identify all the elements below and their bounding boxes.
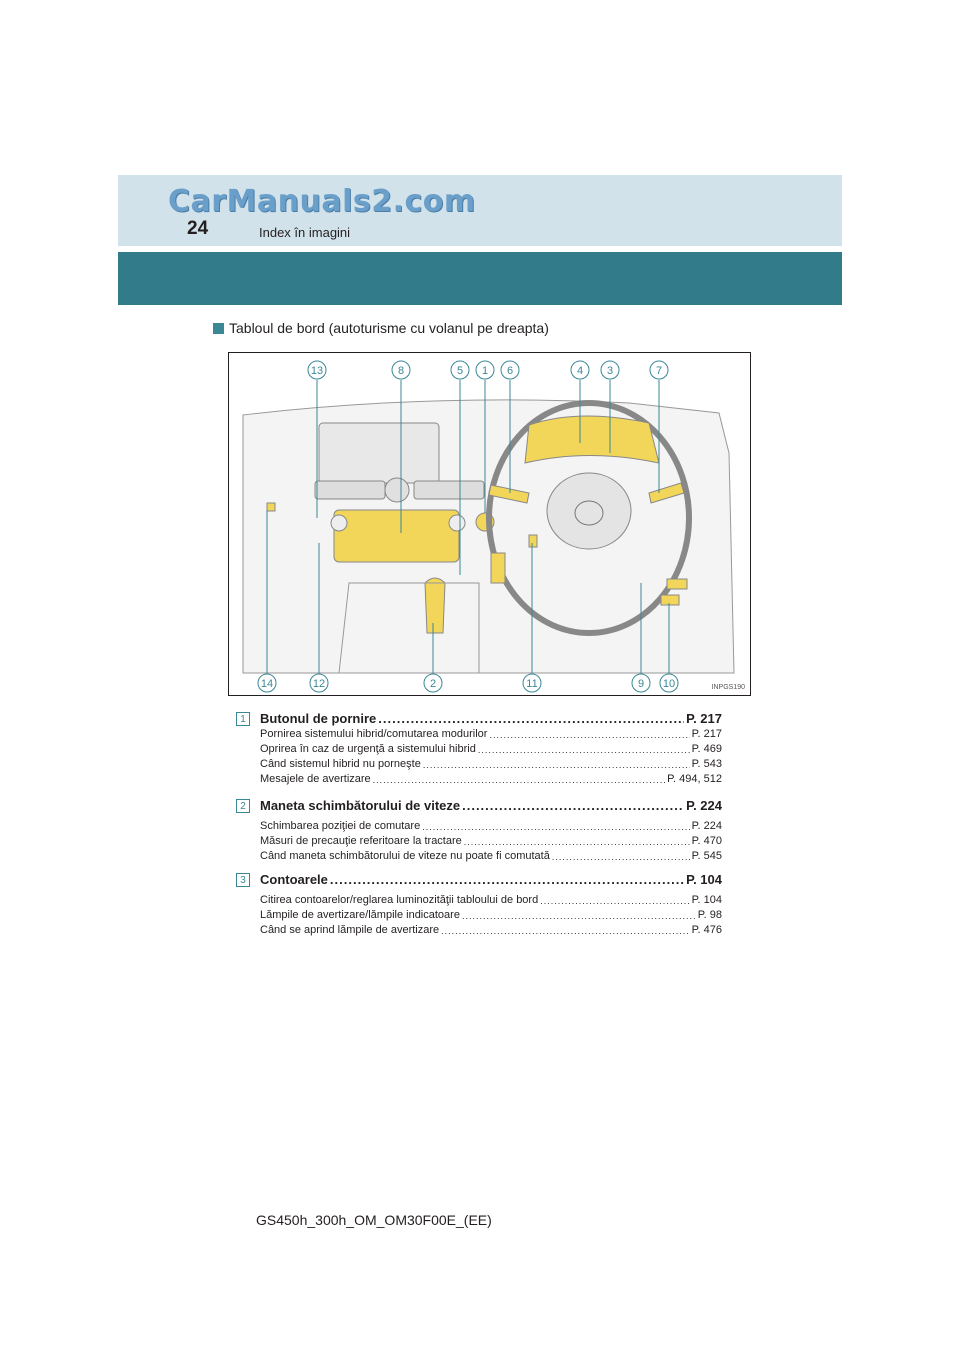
figure-code: INPGS190 xyxy=(711,684,745,691)
sub-text: Oprirea în caz de urgenţă a sistemului hibrid xyxy=(260,743,476,755)
subheading-text: Tabloul de bord (autoturisme cu volanul pe dreapta) xyxy=(229,320,549,336)
entry-main-line[interactable] xyxy=(260,711,722,726)
entry-sub-line[interactable] xyxy=(260,835,722,849)
entry-sub-line[interactable] xyxy=(260,728,722,742)
callout-1: 1 xyxy=(481,365,489,377)
callout-11: 11 xyxy=(526,678,538,690)
entry-title: Maneta schimbătorului de viteze xyxy=(260,798,461,813)
entry-main-line[interactable] xyxy=(260,798,722,813)
dot-leader xyxy=(552,850,690,864)
dashboard-drawing xyxy=(229,353,752,697)
teal-band xyxy=(118,252,842,305)
callout-10: 10 xyxy=(662,678,676,690)
page-number: 24 xyxy=(187,218,209,239)
entry-sub-line[interactable] xyxy=(260,924,722,938)
sub-text: Când se aprind lămpile de avertizare xyxy=(260,924,440,936)
entry-number: 3 xyxy=(236,873,250,887)
callout-9: 9 xyxy=(637,678,645,690)
sub-page: P. 470 xyxy=(691,835,722,847)
dot-leader xyxy=(462,798,684,813)
sub-page: P. 98 xyxy=(697,909,722,921)
callout-3: 3 xyxy=(606,365,614,377)
dot-leader xyxy=(478,743,690,757)
callout-7: 7 xyxy=(655,365,663,377)
dot-leader xyxy=(464,835,690,849)
entry-title: Butonul de pornire xyxy=(260,711,377,726)
entry-number: 1 xyxy=(236,712,250,726)
sub-page: P. 543 xyxy=(691,758,722,770)
dot-leader xyxy=(330,872,684,887)
sub-page: P. 104 xyxy=(691,894,722,906)
subheading xyxy=(213,320,549,336)
entry-sub-line[interactable] xyxy=(260,894,722,908)
dot-leader xyxy=(373,773,665,787)
sub-text: Schimbarea poziţiei de comutare xyxy=(260,820,421,832)
sub-page: P. 469 xyxy=(691,743,722,755)
callout-12: 12 xyxy=(312,678,326,690)
sub-text: Citirea contoarelor/reglarea luminozităţii tabloului de bord xyxy=(260,894,539,906)
callout-4: 4 xyxy=(576,365,584,377)
section-title: Index în imagini xyxy=(259,225,351,240)
sub-page: P. 476 xyxy=(691,924,722,936)
entry-main-line[interactable] xyxy=(260,872,722,887)
callout-8: 8 xyxy=(397,365,405,377)
entry-page: P. 224 xyxy=(686,798,722,813)
sub-text: Lămpile de avertizare/lămpile indicatoare xyxy=(260,909,460,921)
sub-text: Pornirea sistemului hibrid/comutarea modurilor xyxy=(260,728,488,740)
entry-title: Contoarele xyxy=(260,872,328,887)
entry-sub-line[interactable] xyxy=(260,909,722,923)
callout-13: 13 xyxy=(310,365,324,377)
entry-sub-line[interactable] xyxy=(260,743,722,757)
dot-leader xyxy=(441,924,689,938)
dashboard-illustration xyxy=(228,352,751,696)
sub-page: P. 224 xyxy=(691,820,722,832)
sub-text: Când maneta schimbătorului de viteze nu poate fi comutată xyxy=(260,850,550,862)
sub-page: P. 545 xyxy=(691,850,722,862)
sub-page: P. 494, 512 xyxy=(667,773,722,785)
sub-text: Când sistemul hibrid nu porneşte xyxy=(260,758,421,770)
dot-leader xyxy=(540,894,689,908)
entry-sub-line[interactable] xyxy=(260,758,722,772)
page-footer: GS450h_300h_OM_OM30F00E_(EE) xyxy=(256,1212,492,1228)
callout-2: 2 xyxy=(429,678,437,690)
entry-page: P. 104 xyxy=(686,872,722,887)
dot-leader xyxy=(462,909,696,923)
dot-leader xyxy=(378,711,684,726)
callout-14: 14 xyxy=(260,678,274,690)
dot-leader xyxy=(422,820,689,834)
callout-6: 6 xyxy=(506,365,514,377)
entry-sub-line[interactable] xyxy=(260,820,722,834)
square-bullet-icon xyxy=(213,323,224,334)
sub-text: Măsuri de precauţie referitoare la tractare xyxy=(260,835,462,847)
watermark-logo: CarManuals2.com xyxy=(168,184,476,219)
sub-page: P. 217 xyxy=(691,728,722,740)
dot-leader xyxy=(423,758,690,772)
entry-page: P. 217 xyxy=(686,711,722,726)
dot-leader xyxy=(489,728,689,742)
sub-text: Mesajele de avertizare xyxy=(260,773,371,785)
entry-sub-line[interactable] xyxy=(260,773,722,787)
entry-number: 2 xyxy=(236,799,250,813)
entry-sub-line[interactable] xyxy=(260,850,722,864)
callout-5: 5 xyxy=(456,365,464,377)
